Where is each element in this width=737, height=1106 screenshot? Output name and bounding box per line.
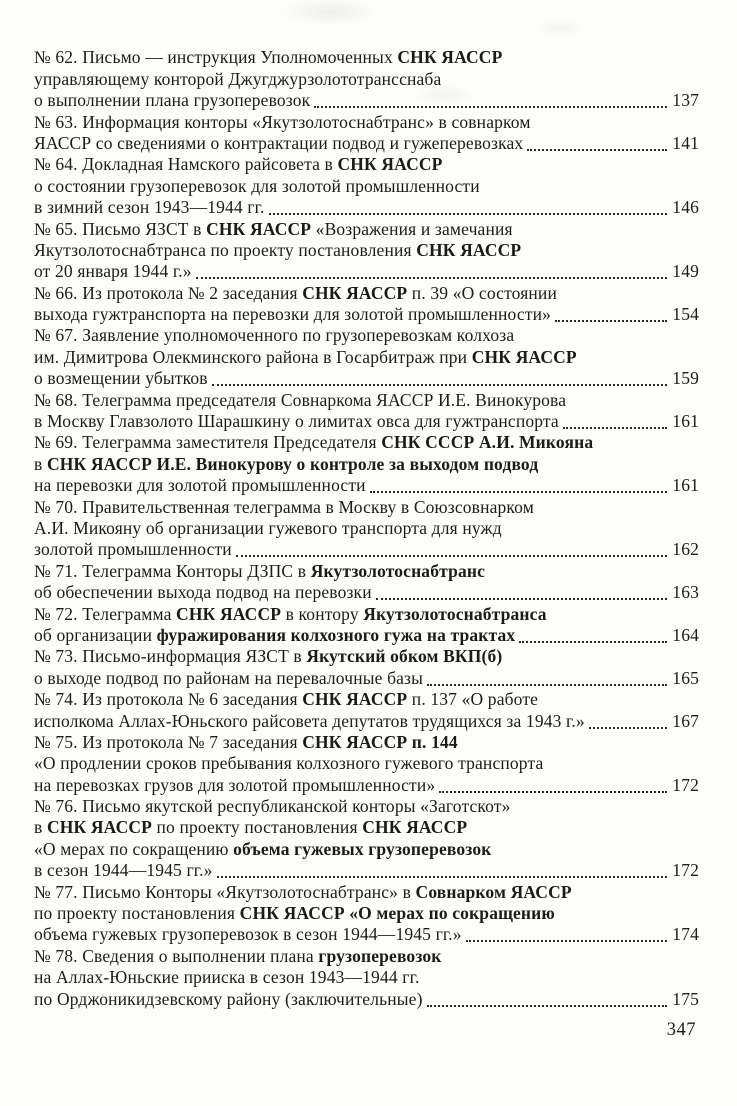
toc-line [34, 346, 699, 367]
toc-line [34, 218, 699, 239]
toc-line [34, 47, 699, 68]
toc-entry-63 [34, 111, 699, 154]
toc-line [34, 689, 699, 710]
dot-leader [314, 106, 667, 108]
toc-line [34, 924, 699, 945]
toc-line [34, 368, 699, 389]
dot-leader [439, 791, 667, 793]
toc-line-text: управляющему конторой Джугджурзолототрансснаба [34, 68, 442, 89]
toc-entry-73 [34, 646, 699, 689]
toc-line-text: «О мерах по сокращению объема гужевых грузоперевозок [34, 838, 492, 859]
toc-line [34, 175, 699, 196]
dot-leader [527, 149, 667, 151]
toc-line [34, 945, 699, 966]
toc-line [34, 432, 699, 453]
toc-line-text: об обеспечении выхода подвод на перевозки [34, 582, 372, 603]
toc-line [34, 603, 699, 624]
toc-line-text: об организации фуражирования колхозного гужа на трактах [34, 624, 516, 645]
toc-line-text: № 63. Информация конторы «Якутзолотоснабтранс» в совнарком [34, 111, 531, 132]
toc-line-text: о выполнении плана грузоперевозок [34, 90, 311, 111]
toc-entry-page-number: 154 [672, 304, 699, 325]
toc-entry-69 [34, 432, 699, 496]
toc-line-text: на Аллах-Юньские прииска в сезон 1943—1944 гг. [34, 967, 420, 988]
toc-line-text: № 78. Сведения о выполнении плана грузоперевозок [34, 945, 442, 966]
toc-line [34, 389, 699, 410]
toc-entry-page-number: 149 [672, 261, 699, 282]
toc-line-text: по Орджоникидзевскому району (заключительные) [34, 988, 423, 1009]
toc-line-text: № 66. Из протокола № 2 заседания СНК ЯАССР п. 39 «О состоянии [34, 282, 557, 303]
toc-line-text: № 68. Телеграмма председателя Совнаркома ЯАССР И.Е. Винокурова [34, 389, 567, 410]
toc-entry-page-number: 164 [672, 624, 699, 645]
toc-line [34, 732, 699, 753]
toc-line-text: на перевозках грузов для золотой промышленности» [34, 774, 436, 795]
toc-line [34, 539, 699, 560]
toc-line-text: от 20 января 1944 г.» [34, 261, 192, 282]
toc-line-text: о состоянии грузоперевозок для золотой промышленности [34, 175, 480, 196]
toc-entry-page-number: 137 [672, 90, 699, 111]
toc-line [34, 646, 699, 667]
toc-line [34, 453, 699, 474]
toc-line-text: по проекту постановления СНК ЯАССР «О мерах по сокращению [34, 903, 555, 924]
dot-leader [563, 427, 667, 429]
toc-line-text: выхода гужтранспорта на перевозки для золотой промышленности» [34, 304, 552, 325]
toc-line [34, 667, 699, 688]
toc-entry-page-number: 174 [672, 924, 699, 945]
toc-entry-page-number: 162 [672, 539, 699, 560]
toc-line [34, 411, 699, 432]
toc-line [34, 133, 699, 154]
toc-line [34, 304, 699, 325]
toc-entry-page-number: 165 [672, 667, 699, 688]
toc-line-text: № 72. Телеграмма СНК ЯАССР в контору Якутзолотоснабтранса [34, 603, 547, 624]
toc-entry-page-number: 163 [672, 582, 699, 603]
toc-line [34, 475, 699, 496]
toc-line-text: о выходе подвод по районам на перевалочные базы [34, 667, 424, 688]
toc-line [34, 240, 699, 261]
toc-line-text: № 75. Из протокола № 7 заседания СНК ЯАССР п. 144 [34, 731, 458, 752]
toc-entry-76 [34, 796, 699, 882]
toc-line [34, 774, 699, 795]
toc-entry-page-number: 159 [672, 368, 699, 389]
dot-leader [589, 727, 667, 729]
dot-leader [269, 213, 668, 215]
dot-leader [236, 555, 667, 557]
toc-line-text: № 70. Правительственная телеграмма в Москву в Союзсовнарком [34, 496, 534, 517]
toc-line-text: на перевозки для золотой промышленности [34, 475, 366, 496]
toc-line [34, 881, 699, 902]
toc-line-text: № 73. Письмо-информация ЯЗСТ в Якутский обком ВКП(б) [34, 646, 503, 667]
toc-line-text: в зимний сезон 1943—1944 гг. [34, 197, 265, 218]
dot-leader [427, 1005, 668, 1007]
toc-line [34, 111, 699, 132]
toc-line-text: ЯАССР со сведениями о контрактации подвод и гужеперевозках [34, 132, 524, 153]
table-of-contents [34, 47, 699, 1010]
toc-line [34, 496, 699, 517]
toc-line [34, 753, 699, 774]
dot-leader [217, 876, 668, 878]
toc-line-text: Якутзолотоснабтранса по проекту постановления СНК ЯАССР [34, 239, 522, 260]
toc-line [34, 518, 699, 539]
dot-leader [519, 641, 667, 643]
toc-line-text: исполкома Аллах-Юньского райсовета депутатов трудящихся за 1943 г.» [34, 710, 585, 731]
toc-entry-71 [34, 560, 699, 603]
toc-line [34, 838, 699, 859]
toc-line [34, 860, 699, 881]
toc-entry-page-number: 172 [672, 860, 699, 881]
toc-line-text: № 71. Телеграмма Конторы ДЗПС в Якутзолотоснабтранс [34, 560, 485, 581]
toc-entry-page-number: 161 [672, 411, 699, 432]
toc-line-text: А.И. Микояну об организации гужевого транспорта для нужд [34, 517, 502, 538]
toc-entry-62 [34, 47, 699, 111]
toc-line [34, 282, 699, 303]
toc-line-text: № 65. Письмо ЯЗСТ в СНК ЯАССР «Возражения и замечания [34, 218, 513, 239]
toc-line [34, 197, 699, 218]
toc-line [34, 68, 699, 89]
toc-entry-68 [34, 389, 699, 432]
toc-entry-75 [34, 732, 699, 796]
toc-entry-72 [34, 603, 699, 646]
toc-line-text: золотой промышленности [34, 539, 232, 560]
toc-line [34, 967, 699, 988]
toc-entry-65 [34, 218, 699, 282]
dot-leader [212, 384, 668, 386]
toc-line [34, 582, 699, 603]
toc-entry-67 [34, 325, 699, 389]
toc-line [34, 90, 699, 111]
toc-line-text: объема гужевых грузоперевозок в сезон 1944—1945 гг.» [34, 924, 462, 945]
toc-entry-78 [34, 945, 699, 1009]
toc-line [34, 325, 699, 346]
toc-entry-70 [34, 496, 699, 560]
toc-line [34, 796, 699, 817]
toc-line-text: в СНК ЯАССР по проекту постановления СНК ЯАССР [34, 817, 468, 838]
toc-line-text: № 62. Письмо — инструкция Уполномоченных СНК ЯАССР [34, 47, 503, 68]
toc-entry-page-number: 141 [672, 132, 699, 153]
toc-line-text: № 67. Заявление уполномоченного по грузоперевозкам колхоза [34, 325, 515, 346]
toc-entry-page-number: 161 [672, 475, 699, 496]
toc-line-text: № 64. Докладная Намского райсовета в СНК ЯАССР [34, 154, 443, 175]
toc-entry-page-number: 167 [672, 710, 699, 731]
toc-line [34, 988, 699, 1009]
toc-line-text: в СНК ЯАССР И.Е. Винокурову о контроле за выходом подвод [34, 453, 539, 474]
toc-line-text: им. Димитрова Олекминского района в Госарбитраж при СНК ЯАССР [34, 346, 577, 367]
toc-line [34, 261, 699, 282]
toc-line [34, 903, 699, 924]
toc-entry-page-number: 172 [672, 774, 699, 795]
toc-line [34, 154, 699, 175]
toc-entry-page-number: 146 [672, 197, 699, 218]
toc-line-text: в Москву Главзолото Шарашкину о лимитах овса для гужтранспорта [34, 411, 559, 432]
toc-line-text: № 77. Письмо Конторы «Якутзолотоснабтранс» в Совнарком ЯАССР [34, 881, 572, 902]
dot-leader [370, 491, 668, 493]
toc-line-text: № 74. Из протокола № 6 заседания СНК ЯАССР п. 137 «О работе [34, 689, 539, 710]
toc-line [34, 560, 699, 581]
toc-line [34, 710, 699, 731]
toc-entry-77 [34, 881, 699, 945]
toc-entry-64 [34, 154, 699, 218]
dot-leader [427, 684, 667, 686]
dot-leader [466, 940, 668, 942]
toc-line-text: «О продлении сроков пребывания колхозного гужевого транспорта [34, 753, 544, 774]
toc-line-text: № 76. Письмо якутской республиканской конторы «Заготскот» [34, 796, 511, 817]
dot-leader [555, 320, 667, 322]
dot-leader [196, 277, 668, 279]
toc-entry-page-number: 175 [672, 988, 699, 1009]
toc-entry-66 [34, 282, 699, 325]
toc-line [34, 625, 699, 646]
toc-line [34, 817, 699, 838]
page-number-folio: 347 [666, 1020, 696, 1040]
toc-line-text: № 69. Телеграмма заместителя Председателя СНК СССР А.И. Микояна [34, 432, 594, 453]
dot-leader [376, 598, 668, 600]
toc-line-text: о возмещении убытков [34, 368, 208, 389]
toc-line-text: в сезон 1944—1945 гг.» [34, 860, 213, 881]
toc-entry-74 [34, 689, 699, 732]
